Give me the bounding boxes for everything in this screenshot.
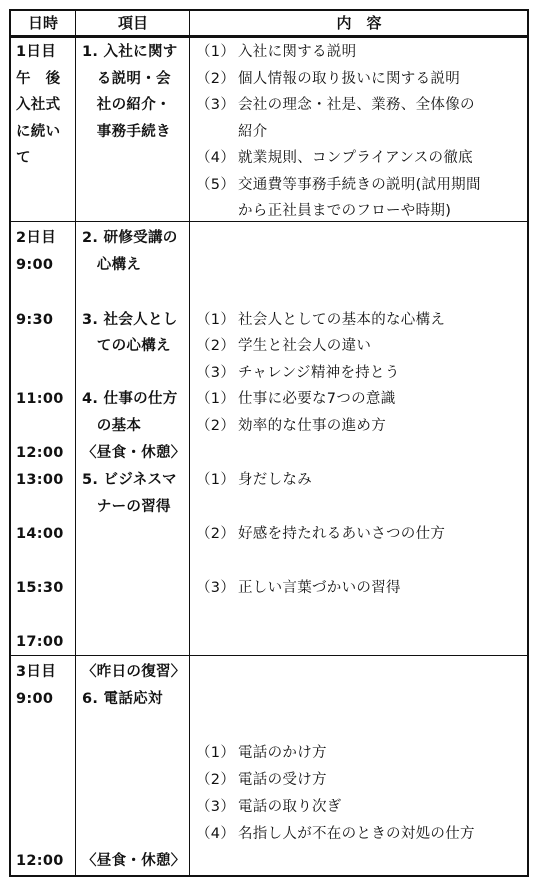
day2-item: 5. ビジネスマ <box>82 472 177 488</box>
content-number: （2） <box>196 526 236 542</box>
content-text: 就業規則、コンプライアンスの徹底 <box>238 150 473 166</box>
content-text: 会社の理念・社是、業務、全体像の <box>238 97 475 113</box>
day1-item-line: 事務手続き <box>82 124 171 140</box>
day1-content-line <box>196 145 526 172</box>
content-number: （2） <box>196 71 236 87</box>
day2-label: 2日目 <box>16 230 56 246</box>
day2-item: 4. 仕事の仕方 <box>82 391 178 407</box>
day1-content-line <box>196 172 526 199</box>
day1-time-line: 1日目 <box>16 44 56 60</box>
content-text: 好感を持たれるあいさつの仕方 <box>238 526 446 542</box>
day2-item: ナーの習得 <box>82 499 171 515</box>
content-number: （1） <box>196 391 236 407</box>
day2-time: 17:00 <box>16 634 64 650</box>
day2-time: 15:30 <box>16 580 64 596</box>
day2-item: の基本 <box>82 418 142 434</box>
day1-content-line <box>196 39 526 66</box>
day2-time: 12:00 <box>16 445 64 461</box>
day2-content-line <box>196 521 526 548</box>
day2-time: 11:00 <box>16 391 64 407</box>
content-text: 電話の取り次ぎ <box>238 799 342 815</box>
content-number: （3） <box>196 580 236 596</box>
content-text: 正しい言葉づかいの習得 <box>238 580 401 596</box>
content-text: 学生と社会人の違い <box>238 338 372 354</box>
header-item: 項目 <box>117 14 148 32</box>
day2-item: 〈昼食・休憩〉 <box>82 445 186 461</box>
day1-item-line: 社の紹介・ <box>82 97 171 113</box>
day1-time-line: て <box>16 150 31 166</box>
day2-time: 13:00 <box>16 472 64 488</box>
content-number: （5） <box>196 177 236 193</box>
day1-item-line: 1. 入社に関す <box>82 44 178 60</box>
content-text: 電話の受け方 <box>238 772 327 788</box>
day2-content-line <box>196 467 526 494</box>
day1-item-line: る説明・会 <box>82 71 171 87</box>
day3-item: 〈昨日の復習〉 <box>82 664 186 680</box>
content-text: 入社に関する説明 <box>238 44 357 60</box>
day3-time: 12:00 <box>16 853 64 869</box>
day1-time-line: 午 後 <box>16 71 61 87</box>
content-number: （1） <box>196 312 236 328</box>
day1-content-line <box>196 92 526 119</box>
content-text: 社会人としての基本的な心構え <box>238 312 446 328</box>
day3-item: 6. 電話応対 <box>82 691 163 707</box>
content-text: 個人情報の取り扱いに関する説明 <box>238 71 460 87</box>
day2-item: 3. 社会人とし <box>82 312 178 328</box>
day3-label: 3日目 <box>16 664 56 680</box>
content-number: （3） <box>196 365 236 381</box>
header-divider <box>9 35 529 38</box>
content-text: 仕事に必要な7つの意識 <box>238 391 396 407</box>
content-text: 交通費等事務手続きの説明(試用期間 <box>238 177 481 193</box>
day3-content-line <box>196 821 526 848</box>
content-number: （2） <box>196 418 236 434</box>
day2-time: 9:30 <box>16 312 54 328</box>
day2-item: 心構え <box>82 257 142 273</box>
day3-time: 9:00 <box>16 691 54 707</box>
content-text: チャレンジ精神を持とう <box>238 365 400 381</box>
content-number: （4） <box>196 150 236 166</box>
day1-content-line <box>196 198 526 225</box>
day1-time-line: に続い <box>16 124 61 140</box>
content-number: （3） <box>196 799 236 815</box>
day3-content-line <box>196 767 526 794</box>
day-divider-2 <box>9 655 529 656</box>
content-number: （4） <box>196 826 236 842</box>
day2-content-line <box>196 575 526 602</box>
day2-item: ての心構え <box>82 338 171 354</box>
column-divider-2 <box>189 9 190 877</box>
content-text: 効率的な仕事の進め方 <box>238 418 386 434</box>
content-number: （1） <box>196 745 236 761</box>
header-datetime: 日時 <box>27 14 58 32</box>
content-text: 身だしなみ <box>238 472 312 488</box>
content-text: 紹介 <box>238 124 268 140</box>
content-text: 名指し人が不在のときの対処の仕方 <box>238 826 475 842</box>
content-number: （1） <box>196 44 236 60</box>
day1-time-line: 入社式 <box>16 97 61 113</box>
day2-content-line <box>196 360 526 387</box>
day3-content-line <box>196 794 526 821</box>
content-number: （2） <box>196 772 236 788</box>
day3-content-line <box>196 740 526 767</box>
day2-content-line <box>196 307 526 334</box>
day1-content-line <box>196 119 526 146</box>
content-number: （2） <box>196 338 236 354</box>
day2-content-line <box>196 333 526 360</box>
content-text: 電話のかけ方 <box>238 745 327 761</box>
day2-content-line <box>196 413 526 440</box>
content-number: （1） <box>196 472 236 488</box>
day3-item: 〈昼食・休憩〉 <box>82 853 186 869</box>
day2-time: 14:00 <box>16 526 64 542</box>
column-divider-1 <box>75 9 76 877</box>
content-number: （3） <box>196 97 236 113</box>
header-content: 内 容 <box>336 14 382 32</box>
day2-content-line <box>196 386 526 413</box>
content-text: から正社員までのフローや時期) <box>238 203 452 219</box>
day2-item: 2. 研修受講の <box>82 230 178 246</box>
day2-time: 9:00 <box>16 257 54 273</box>
day1-content-line <box>196 66 526 93</box>
